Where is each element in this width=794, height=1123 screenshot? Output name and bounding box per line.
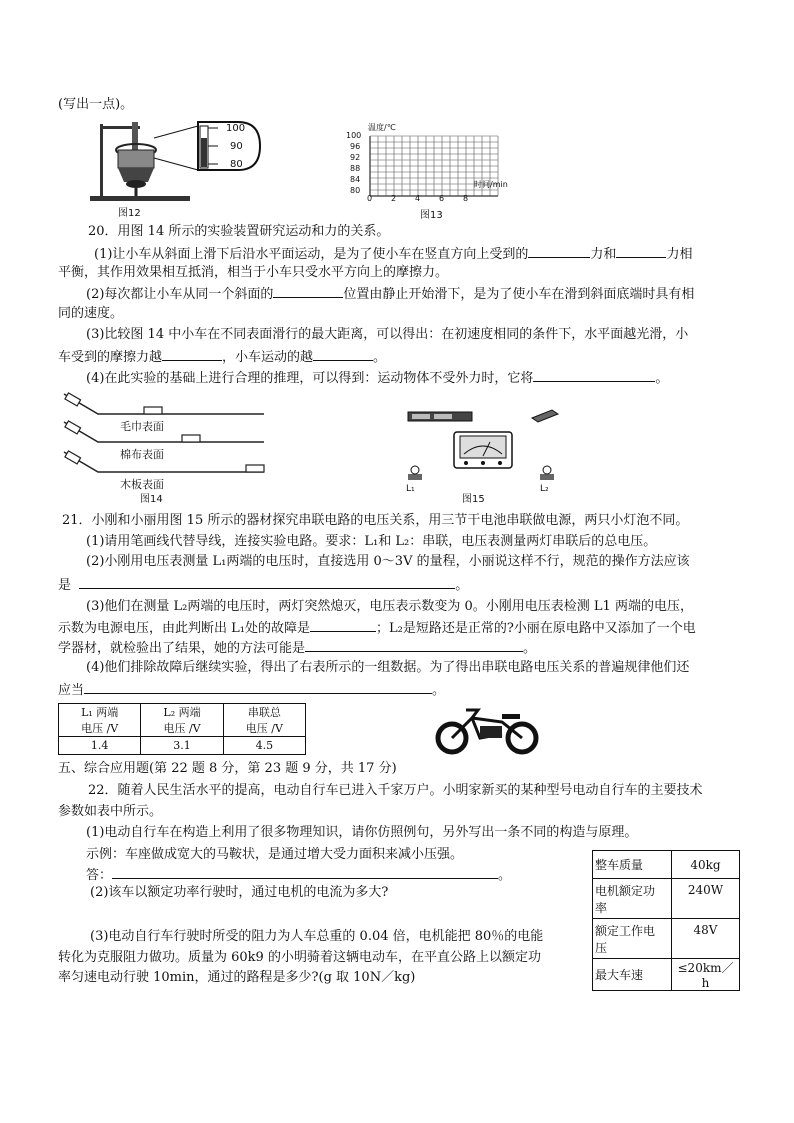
spec-row-speed bbox=[593, 959, 740, 991]
q21-p4c: 。 bbox=[432, 683, 446, 698]
q20-part2-line1 bbox=[86, 284, 694, 303]
q21-part2-line2 bbox=[58, 575, 468, 594]
fig13-xtick-0: 0 bbox=[367, 194, 373, 203]
fig13-xtick-2: 2 bbox=[391, 194, 397, 203]
spec-row-voltage bbox=[593, 919, 740, 959]
q20-part4 bbox=[86, 368, 668, 387]
fig13-ytick-92: 92 bbox=[350, 153, 361, 162]
q20-p1a: (1)让小车从斜面上滑下后沿水平面运动，是为了使小车在竖直方向上受到的 bbox=[94, 247, 529, 262]
q20-part3-line1: (3)比较图 14 中小车在不同表面滑行的最大距离，可以得出：在初速度相同的条件下，水平面越光滑，小 bbox=[86, 327, 689, 342]
voltage-table-header-row bbox=[59, 704, 306, 737]
q21-p2b: 是 bbox=[58, 578, 72, 593]
q22-answer-line bbox=[86, 865, 511, 884]
voltage-header-l2: L₂ 两端 电压 /V bbox=[141, 704, 223, 737]
spec-label-mass: 整车质量 bbox=[593, 851, 672, 879]
q22-blank-answer[interactable] bbox=[112, 865, 498, 879]
fig13-xtick-6: 6 bbox=[439, 194, 445, 203]
voltage-value-total: 4.5 bbox=[223, 737, 305, 755]
q21-stem: 21．小刚和小丽用图 15 所示的器材探究串联电路的电压关系，用三节干电池串联做电源，两只小灯泡不同。 bbox=[62, 513, 689, 528]
q21-part3-line2 bbox=[58, 618, 696, 637]
figure-12 bbox=[88, 118, 268, 218]
q20-blank-force1[interactable] bbox=[528, 244, 590, 258]
fig13-xtick-4: 4 bbox=[415, 194, 421, 203]
q20-part1-line1 bbox=[94, 244, 692, 263]
fig13-caption: 图13 bbox=[420, 210, 443, 221]
q22-part1: (1)电动自行车在构造上利用了很多物理知识，请你仿照例句，另外写出一条不同的构造与原理。 bbox=[86, 825, 638, 840]
q22-part3-line3: 率匀速电动行驶 10min，通过的路程是多少?(g 取 10N／kg) bbox=[58, 970, 416, 985]
q21-p3b: 示数为电源电压，由此判断出 L₁处的故障是 bbox=[58, 621, 310, 636]
q20-blank-conclusion[interactable] bbox=[533, 368, 655, 382]
q22-example: 示例：车座做成宽大的马鞍状，是通过增大受力面积来减小压强。 bbox=[86, 847, 464, 862]
fig15-l1-label: L₁ bbox=[406, 484, 415, 494]
fig14-label-towel: 毛巾表面 bbox=[120, 420, 164, 433]
spec-label-speed: 最大车速 bbox=[593, 959, 672, 991]
q21-blank-next-step[interactable] bbox=[84, 680, 432, 694]
fig13-ytick-100: 100 bbox=[346, 131, 362, 140]
q21-part3-line1: (3)他们在测量 L₂两端的电压时，两灯突然熄灭，电压表示数变为 0。小刚用电压表检测 L1 两端的电压， bbox=[86, 599, 693, 614]
fig14-label-wood: 木板表面 bbox=[120, 478, 164, 491]
q21-p3c: ；L₂是短路还是正常的?小丽在原电路中又添加了一个电 bbox=[375, 621, 696, 636]
q22-part3-line1: (3)电动自行车行驶时所受的阻力为人车总重的 0.04 倍，电机能把 80％的电能 bbox=[90, 929, 544, 944]
previous-question-tail: (写出一点)。 bbox=[58, 97, 134, 112]
spec-value-mass: 40kg bbox=[672, 851, 740, 879]
q21-part4-line1: (4)他们排除故障后继续实验，得出了右表所示的一组数据。为了得出串联电路电压关系的普遍规律他们还 bbox=[86, 660, 690, 675]
q21-blank-operation[interactable] bbox=[79, 575, 455, 589]
fig14-caption: 图14 bbox=[140, 494, 163, 505]
q20-p4a: (4)在此实验的基础上进行合理的推理，可以得到：运动物体不受外力时，它将 bbox=[86, 371, 534, 386]
figure-15 bbox=[398, 404, 568, 505]
q21-part3-line3 bbox=[58, 638, 536, 657]
voltage-header-l1: L₁ 两端 电压 /V bbox=[59, 704, 141, 737]
voltage-table bbox=[58, 703, 306, 755]
spec-label-voltage: 额定工作电 压 bbox=[593, 919, 672, 959]
fig13-xtick-8: 8 bbox=[463, 194, 469, 203]
q21-p3e: 。 bbox=[523, 641, 537, 656]
fig15-caption: 图15 bbox=[462, 494, 485, 505]
bicycle-icon bbox=[432, 704, 542, 756]
q22-part3-line2: 转化为克服阻力做功。质量为 60k9 的小明骑着这辆电动车，在平直公路上以额定功 bbox=[58, 950, 541, 965]
electric-bicycle-image bbox=[432, 704, 542, 756]
q20-part1-line2: 平衡，其作用效果相互抵消，相当于小车只受水平方向上的摩擦力。 bbox=[58, 265, 449, 280]
q20-p1b: 力和 bbox=[590, 247, 617, 262]
q22-stem-line1: 22．随着人民生活水平的提高，电动自行车已进入千家万户。小明家新买的某种型号电动自行车的主要技术 bbox=[88, 783, 703, 798]
q20-blank-friction[interactable] bbox=[162, 347, 222, 361]
q22-answer-end: 。 bbox=[498, 868, 512, 883]
fig12-caption: 图12 bbox=[118, 208, 141, 219]
q22-part2: (2)该车以额定功率行驶时，通过电机的电流为多大? bbox=[90, 885, 389, 900]
q21-blank-method[interactable] bbox=[305, 638, 523, 652]
voltage-table-value-row bbox=[59, 737, 306, 755]
spec-table bbox=[592, 850, 740, 991]
q20-stem: 20．用图 14 所示的实验装置研究运动和力的关系。 bbox=[88, 224, 390, 239]
q22-answer-label: 答： bbox=[86, 868, 113, 883]
fig12-scale-100: 100 bbox=[226, 123, 246, 134]
q20-p1c: 力相 bbox=[666, 247, 693, 262]
fig13-ytick-84: 84 bbox=[350, 175, 361, 184]
q20-p3c: ，小车运动的越 bbox=[222, 350, 314, 365]
q20-part2-line2: 同的速度。 bbox=[58, 306, 124, 321]
fig12-scale-90: 90 bbox=[230, 141, 243, 152]
fig12-scale-80: 80 bbox=[230, 159, 243, 170]
figure-14 bbox=[58, 388, 268, 504]
q21-p2c: 。 bbox=[455, 578, 469, 593]
q20-p2a: (2)每次都让小车从同一个斜面的 bbox=[86, 287, 274, 302]
q20-p2b: 位置由静止开始滑下，是为了使小车在滑到斜面底端时具有相 bbox=[343, 287, 695, 302]
q21-blank-fault[interactable] bbox=[310, 618, 376, 632]
q21-part4-line2 bbox=[58, 680, 445, 699]
spec-value-power: 240W bbox=[672, 879, 740, 919]
q20-blank-force2[interactable] bbox=[616, 244, 666, 258]
fig14-label-cotton: 棉布表面 bbox=[120, 448, 164, 461]
voltage-value-l1: 1.4 bbox=[59, 737, 141, 755]
fig13-ytick-88: 88 bbox=[350, 164, 361, 173]
spec-label-power: 电机额定功 率 bbox=[593, 879, 672, 919]
voltage-value-l2: 3.1 bbox=[141, 737, 223, 755]
fig13-ytick-96: 96 bbox=[350, 142, 361, 151]
q20-p4b: 。 bbox=[655, 371, 669, 386]
fig13-ylabel: 温度/℃ bbox=[368, 123, 396, 132]
spec-row-mass bbox=[593, 851, 740, 879]
fig13-xlabel: 时间/min bbox=[474, 180, 508, 189]
q22-stem-line2: 参数如表中所示。 bbox=[58, 804, 163, 819]
q21-p4b: 应当 bbox=[58, 683, 85, 698]
q21-p3d: 学器材，就检验出了结果，她的方法可能是 bbox=[58, 641, 306, 656]
q21-part2-line1: (2)小刚用电压表测量 L₁两端的电压时，直接选用 0～3V 的量程，小丽说这样不行，规范的操作方法应该 bbox=[86, 554, 690, 569]
q20-p3b: 车受到的摩擦力越 bbox=[58, 350, 163, 365]
fig15-l2-label: L₂ bbox=[540, 484, 549, 494]
q20-part3-line2 bbox=[58, 347, 386, 366]
fig13-ytick-80: 80 bbox=[350, 186, 361, 195]
figure-13-grid bbox=[340, 122, 540, 218]
q20-blank-position[interactable] bbox=[273, 284, 343, 298]
section-5-heading: 五、综合应用题(第 22 题 8 分，第 23 题 9 分，共 17 分) bbox=[58, 761, 397, 776]
spec-row-power bbox=[593, 879, 740, 919]
q20-p3d: 。 bbox=[373, 350, 387, 365]
voltage-header-total: 串联总 电压 /V bbox=[223, 704, 305, 737]
q21-part1: (1)请用笔画线代替导线，连接实验电路。要求：L₁和 L₂：串联，电压表测量两灯串联后的总电压。 bbox=[86, 534, 657, 549]
figure-13 bbox=[340, 122, 540, 221]
spec-value-speed: ≤20km／h bbox=[672, 959, 740, 991]
spec-value-voltage: 48V bbox=[672, 919, 740, 959]
q20-blank-distance[interactable] bbox=[313, 347, 373, 361]
